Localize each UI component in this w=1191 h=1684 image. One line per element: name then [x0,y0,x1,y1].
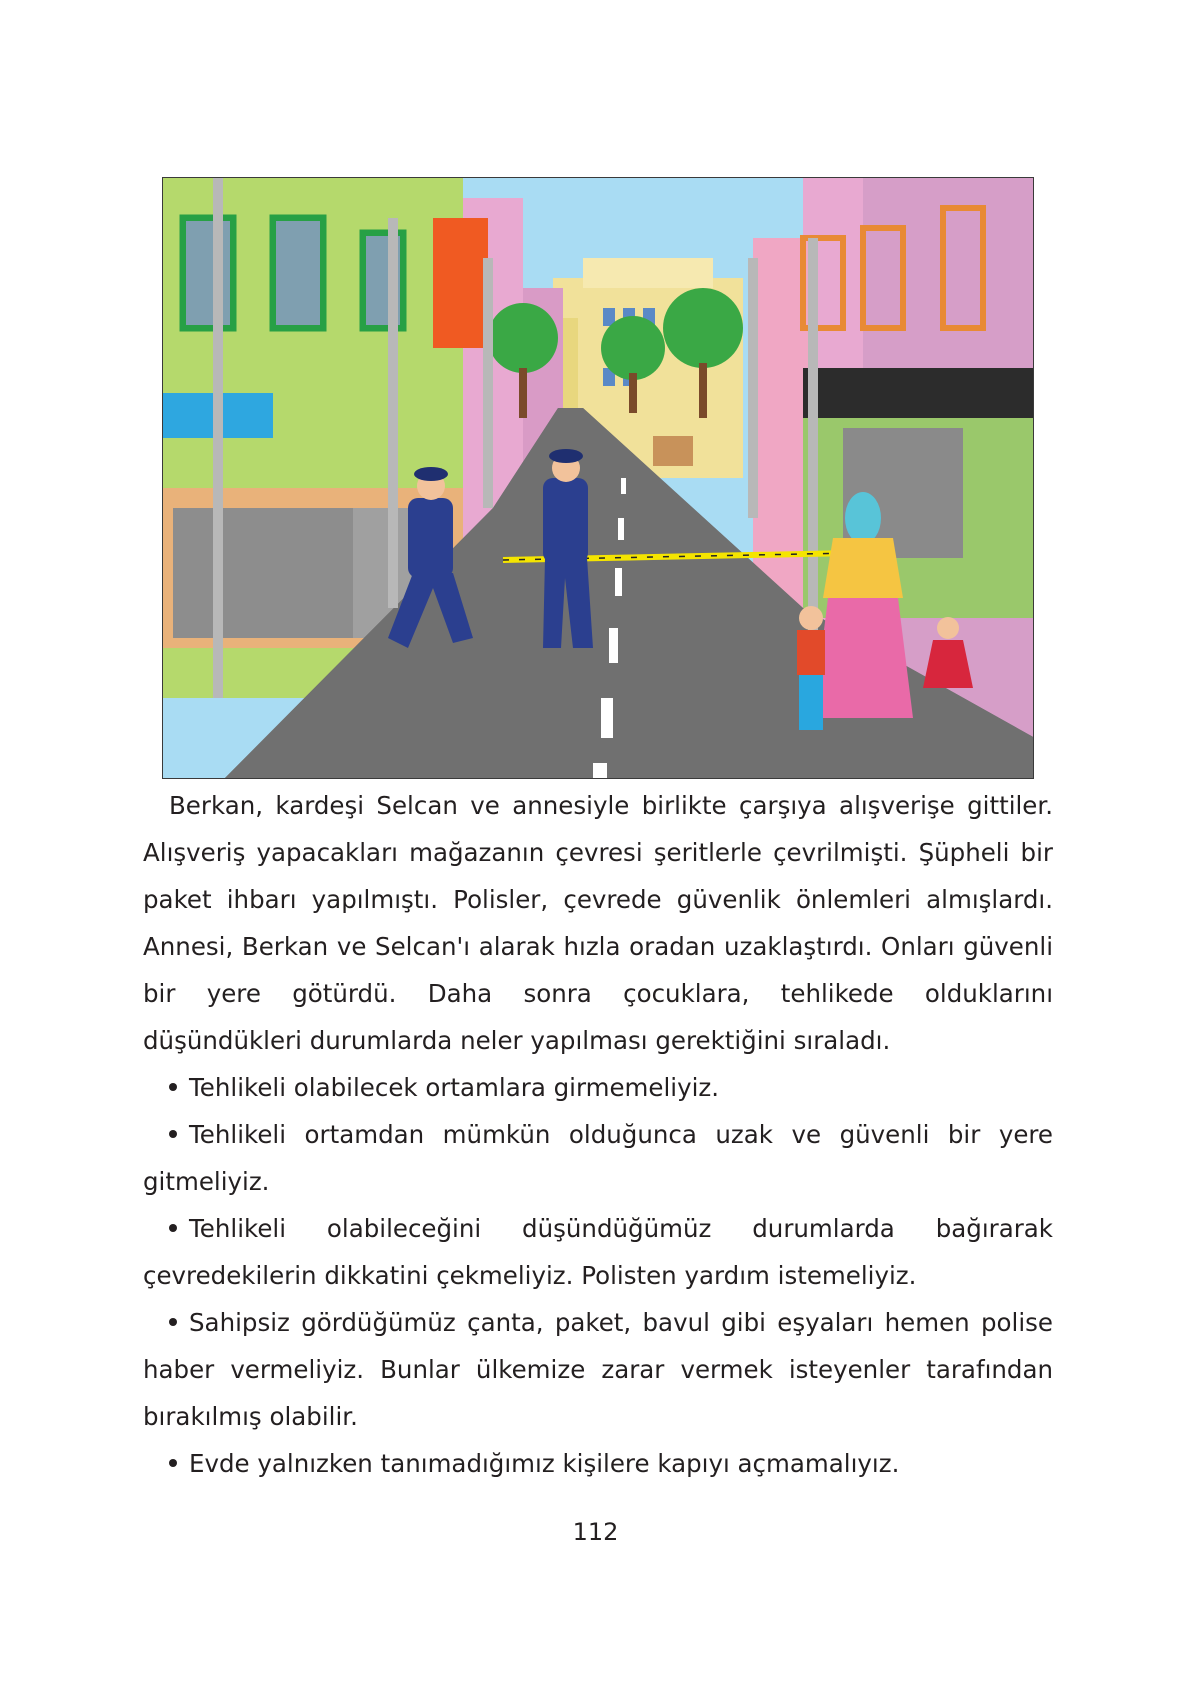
bullet-item: Tehlikeli olabilecek ortamlara girmemeliyiz. [143,1064,1053,1111]
bullet-item: Sahipsiz gördüğümüz çanta, paket, bavul gibi eşyaları hemen polise haber vermeliyiz. Bunlar ülkemize zarar vermek isteyenler tarafından bırakılmış olabilir. [143,1308,1053,1431]
bullet-item: Tehlikeli ortamdan mümkün olduğunca uzak ve güvenli bir yere gitmeliyiz. [143,1120,1053,1196]
story-paragraph: Berkan, kardeşi Selcan ve annesiyle birlikte çarşıya alışverişe gittiler. Alışveriş yapacakları mağazanın çevresi şeritlerle çevrilmişti. Şüpheli bir paket ihbarı yapılmıştı. Polisler, çevrede güvenlik önlemleri almışlardı. Annesi, Berkan ve Selcan'ı alarak hızla oradan uzaklaştırdı. Onları güvenli bir yere götürdü. Daha sonra çocuklara, tehlikede olduklarını düşündükleri durumlarda neler yapılması gerektiğini sıraladı. [143,791,1053,1055]
bullet-item: Evde yalnızken tanımadığımız kişilere kapıyı açmamalıyız. [143,1440,1053,1487]
bullet-dot-icon [169,1130,177,1138]
bullet-dot-icon [169,1083,177,1091]
bullet-item: Tehlikeli olabileceğini düşündüğümüz durumlarda bağırarak çevredekilerin dikkatini çekmeliyiz. Polisten yardım istemeliyiz. [143,1214,1053,1290]
story-text [143,782,1053,1487]
bullet-dot-icon [169,1318,177,1326]
page-number: 112 [572,1518,619,1546]
bullet-dot-icon [169,1459,177,1467]
bullet-dot-icon [169,1224,177,1232]
street-scene-illustration [162,177,1034,779]
